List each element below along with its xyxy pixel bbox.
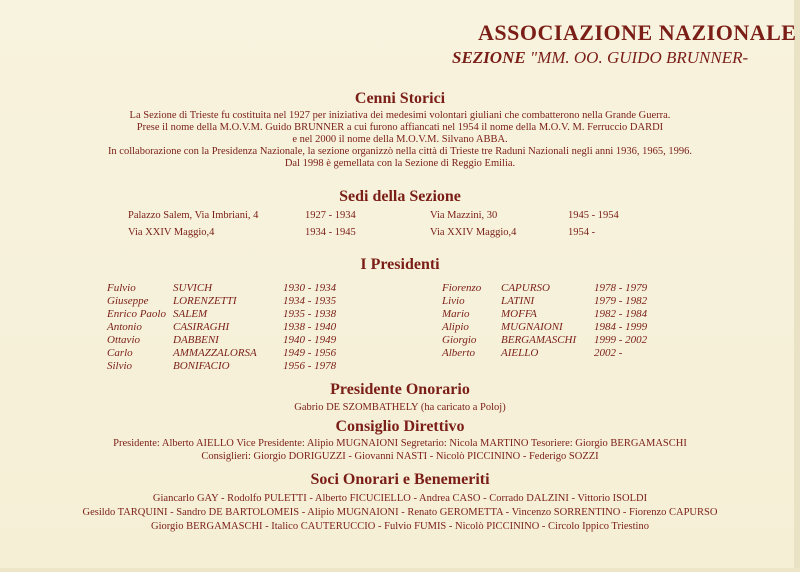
- president-first-name: Alberto: [442, 347, 475, 359]
- president-years: 1930 - 1934: [283, 282, 337, 294]
- president-first-name: Enrico Paolo: [107, 308, 166, 320]
- president-first-name: Alipio: [442, 321, 469, 333]
- president-first-name: Carlo: [107, 347, 133, 359]
- soci-line: Giorgio BERGAMASCHI - Italico CAUTERUCCIO - Fulvio FUMIS - Nicolò PICCININO - Circolo Ippico Triestino: [151, 521, 649, 532]
- president-first-name: Giuseppe: [107, 295, 149, 307]
- president-first-name: Livio: [442, 295, 465, 307]
- sede-place: Via XXIV Maggio,4: [430, 227, 517, 238]
- consiglio-line: Presidente: Alberto AIELLO Vice Presidente: Alipio MUGNAIONI Segretario: Nicola MARTINO Tesoriere: Giorgio BERGAMASCHI: [113, 438, 687, 449]
- onorario-title: Presidente Onorario: [330, 381, 470, 398]
- president-years: 1982 - 1984: [594, 308, 648, 320]
- president-first-name: Silvio: [107, 360, 133, 372]
- sede-place: Via XXIV Maggio,4: [128, 227, 215, 238]
- cenni-line: e nel 2000 il nome della M.O.V.M. Silvano ABBA.: [292, 134, 508, 145]
- cenni-line: Prese il nome della M.O.V.M. Guido BRUNNER a cui furono affiancati nel 1954 il nome della M.O.V. M. Ferruccio DARDI: [136, 122, 664, 133]
- sede-years: 1954 -: [568, 227, 596, 238]
- president-last-name: MUGNAIONI: [501, 321, 563, 333]
- president-last-name: DABBENI: [173, 334, 219, 346]
- president-first-name: Fiorenzo: [442, 282, 482, 294]
- sede-years: 1934 - 1945: [305, 227, 356, 238]
- page-edge-bottom: [0, 568, 800, 572]
- section-label: SEZIONE: [452, 48, 526, 67]
- onorario-text: Gabrio DE SZOMBATHELY (ha caricato a Poloj): [294, 402, 506, 413]
- cenni-line: Dal 1998 è gemellata con la Sezione di Reggio Emilia.: [284, 158, 516, 169]
- sede-years: 1945 - 1954: [568, 210, 619, 221]
- president-last-name: MOFFA: [501, 308, 537, 320]
- president-last-name: AIELLO: [501, 347, 539, 359]
- sede-place: Via Mazzini, 30: [430, 210, 498, 221]
- president-years: 1979 - 1982: [594, 295, 648, 307]
- president-last-name: SALEM: [173, 308, 208, 320]
- president-first-name: Antonio: [107, 321, 142, 333]
- soci-title: Soci Onorari e Benemeriti: [310, 471, 490, 488]
- cenni-line: La Sezione di Trieste fu costituita nel 1927 per iniziativa dei medesimi volontari giuliani che combatterono nella Grande Guerra.: [129, 110, 671, 121]
- president-years: 2002 -: [594, 347, 623, 359]
- consiglio-title: Consiglio Direttivo: [335, 418, 465, 435]
- president-last-name: CASIRAGHI: [173, 321, 230, 333]
- president-last-name: LATINI: [501, 295, 535, 307]
- president-years: 1949 - 1956: [283, 347, 337, 359]
- president-last-name: AMMAZZALORSA: [173, 347, 257, 359]
- president-first-name: Fulvio: [107, 282, 136, 294]
- section-subtitle: [452, 48, 748, 68]
- consiglio-line: Consiglieri: Giorgio DORIGUZZI - Giovanni NASTI - Nicolò PICCININO - Federigo SOZZI: [201, 451, 599, 462]
- presidenti-title: I Presidenti: [360, 256, 440, 273]
- president-last-name: BONIFACIO: [173, 360, 230, 372]
- president-years: 1956 - 1978: [283, 360, 337, 372]
- president-years: 1978 - 1979: [594, 282, 648, 294]
- president-last-name: SUVICH: [173, 282, 213, 294]
- association-title: ASSOCIAZIONE NAZIONALE: [478, 20, 797, 45]
- president-first-name: Ottavio: [107, 334, 140, 346]
- president-last-name: BERGAMASCHI: [501, 334, 577, 346]
- president-years: 1984 - 1999: [594, 321, 648, 333]
- president-last-name: CAPURSO: [501, 282, 550, 294]
- cenni-line: In collaborazione con la Presidenza Nazionale, la sezione organizzò nella città di Trieste tre Raduni Nazionali negli anni 1936, 1965, 1996.: [107, 146, 693, 157]
- president-years: 1938 - 1940: [283, 321, 337, 333]
- president-first-name: Giorgio: [442, 334, 477, 346]
- sedi-title: Sedi della Sezione: [339, 188, 461, 205]
- soci-line: Giancarlo GAY - Rodolfo PULETTI - Alberto FICUCIELLO - Andrea CASO - Corrado DALZINI - Vittorio ISOLDI: [152, 493, 648, 504]
- president-years: 1935 - 1938: [283, 308, 337, 320]
- soci-line: Gesildo TARQUINI - Sandro DE BARTOLOMEIS - Alipio MUGNAIONI - Renato GEROMETTA - Vincenzo SORRENTINO - Fiorenzo CAPURSO: [82, 507, 718, 518]
- president-first-name: Mario: [442, 308, 470, 320]
- president-years: 1934 - 1935: [283, 295, 337, 307]
- sede-place: Palazzo Salem, Via Imbriani, 4: [128, 210, 259, 221]
- section-name: "MM. OO. GUIDO BRUNNER-: [529, 48, 749, 67]
- president-last-name: LORENZETTI: [173, 295, 237, 307]
- sede-years: 1927 - 1934: [305, 210, 356, 221]
- president-years: 1999 - 2002: [594, 334, 648, 346]
- president-years: 1940 - 1949: [283, 334, 337, 346]
- cenni-title: Cenni Storici: [354, 90, 446, 107]
